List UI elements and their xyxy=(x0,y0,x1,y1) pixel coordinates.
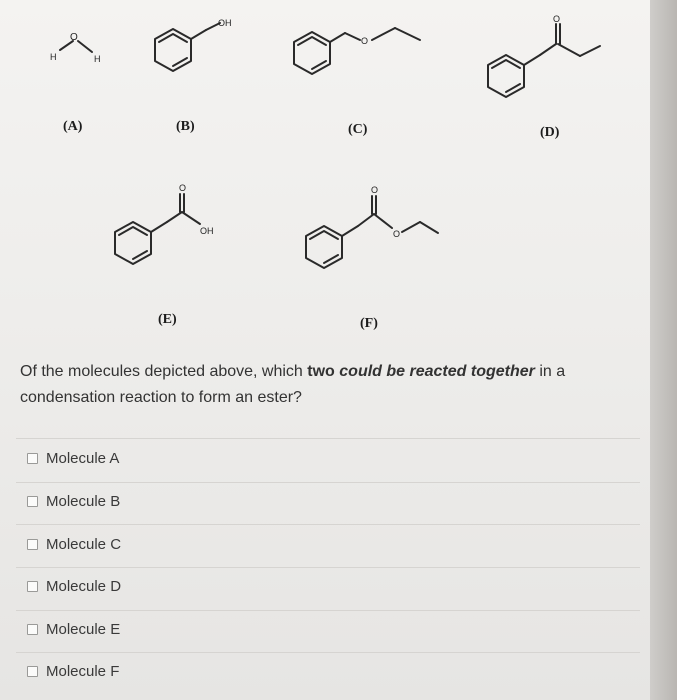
option-molecule-a[interactable] xyxy=(27,450,119,467)
molecule-d-label: (D) xyxy=(540,125,560,140)
checkbox[interactable] xyxy=(27,539,38,550)
atom-label: O xyxy=(361,36,369,46)
divider xyxy=(16,438,640,439)
molecule-b-label: (B) xyxy=(176,119,195,134)
molecule-e-label: (E) xyxy=(158,312,177,327)
molecule-e-structure xyxy=(115,183,214,264)
divider xyxy=(16,567,640,568)
question-bold: two xyxy=(307,363,340,380)
option-label: Molecule E xyxy=(46,621,121,638)
checkbox[interactable] xyxy=(27,496,38,507)
atom-label: O xyxy=(553,14,561,24)
atom-label: H xyxy=(94,54,101,64)
molecule-f-label: (F) xyxy=(360,316,378,331)
question-text xyxy=(20,359,650,411)
divider xyxy=(16,524,640,525)
atom-label: OH xyxy=(200,226,214,236)
molecule-c-label: (C) xyxy=(348,122,368,137)
question-prefix: Of the molecules depicted above, which xyxy=(20,363,308,380)
option-label: Molecule C xyxy=(46,536,122,553)
divider xyxy=(16,610,640,611)
question-suffix: in a condensation reaction to form an ester? xyxy=(20,363,566,406)
atom-label: O xyxy=(179,183,187,193)
option-molecule-c[interactable] xyxy=(27,536,121,553)
option-label: Molecule B xyxy=(46,493,121,510)
option-molecule-b[interactable] xyxy=(27,493,120,510)
checkbox[interactable] xyxy=(27,581,38,592)
option-molecule-f[interactable] xyxy=(27,663,119,680)
atom-label: OH xyxy=(218,18,232,28)
option-label: Molecule D xyxy=(46,578,122,595)
molecule-structures xyxy=(0,0,650,340)
option-label: Molecule F xyxy=(46,663,120,680)
question-emphasis: could be reacted together xyxy=(339,363,535,380)
atom-label: O xyxy=(393,229,401,239)
option-label: Molecule A xyxy=(46,450,120,467)
checkbox[interactable] xyxy=(27,453,38,464)
divider xyxy=(16,482,640,483)
molecule-a-label: (A) xyxy=(63,119,83,134)
atom-label: O xyxy=(70,32,78,43)
checkbox[interactable] xyxy=(27,666,38,677)
checkbox[interactable] xyxy=(27,624,38,635)
molecule-c-structure xyxy=(294,28,420,74)
page-edge xyxy=(650,0,677,700)
molecule-a-structure xyxy=(50,32,101,64)
atom-label: O xyxy=(371,185,379,195)
molecule-f-structure xyxy=(306,185,438,268)
option-molecule-d[interactable] xyxy=(27,578,121,595)
atom-label: H xyxy=(50,52,57,62)
option-molecule-e[interactable] xyxy=(27,621,120,638)
divider xyxy=(16,652,640,653)
molecule-b-structure xyxy=(155,18,232,71)
molecule-d-structure xyxy=(488,14,600,97)
